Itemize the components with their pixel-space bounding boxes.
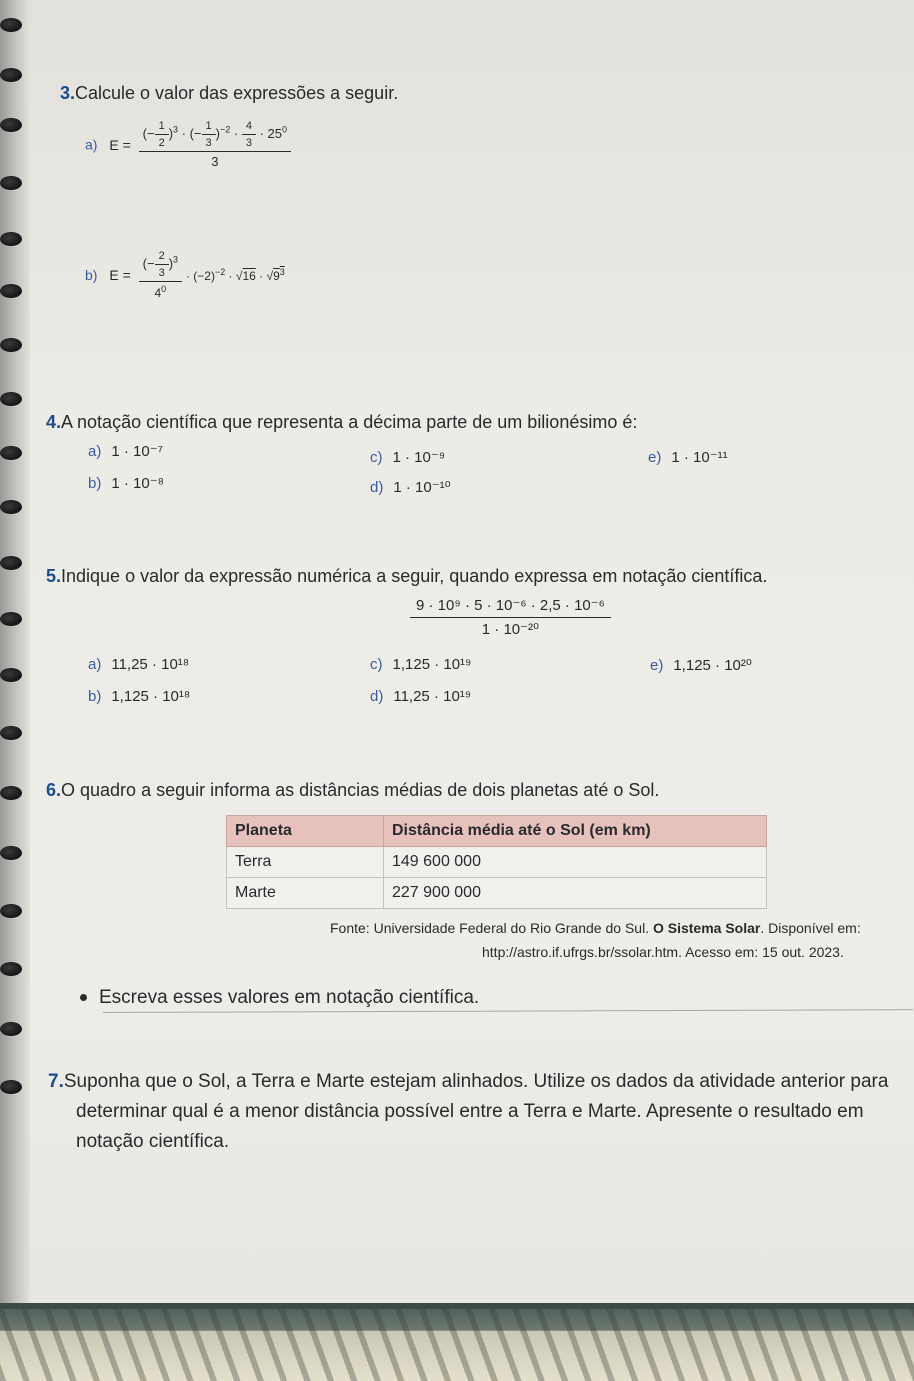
table-cell: Terra	[227, 847, 384, 878]
table-cell: Marte	[227, 878, 384, 909]
option-letter: b)	[88, 475, 102, 492]
binding-ring	[0, 726, 22, 740]
binding-ring	[0, 68, 22, 82]
question-6-title	[46, 780, 659, 801]
expression-lhs: E =	[109, 267, 131, 283]
binding-ring	[0, 284, 22, 298]
bullet-text: Escreva esses valores em notação científica.	[99, 987, 480, 1008]
option-a[interactable]	[88, 442, 163, 460]
option-d[interactable]	[370, 688, 471, 705]
table-cell: 227 900 000	[384, 878, 767, 909]
option-text: 1 · 10⁻¹¹	[671, 449, 728, 466]
question-number: 7.	[48, 1071, 64, 1092]
fraction-denominator: 3	[211, 154, 219, 169]
table-row	[227, 847, 767, 878]
item-letter: b)	[85, 267, 98, 283]
bullet-instruction	[80, 987, 479, 1009]
fraction-denominator: $4^0$	[154, 284, 167, 300]
binding-ring	[0, 668, 22, 682]
option-a[interactable]	[88, 656, 189, 673]
binding-ring	[0, 338, 22, 352]
expression-lhs: E =	[109, 136, 131, 153]
binding-ring	[0, 392, 22, 406]
fraction-numerator: 9 · 10⁹ · 5 · 10⁻⁶ · 2,5 · 10⁻⁶	[410, 596, 611, 618]
table-cell: 149 600 000	[384, 847, 767, 878]
question-number: 3.	[60, 83, 76, 103]
option-e[interactable]	[648, 448, 728, 466]
table-header-row	[227, 816, 767, 847]
binding-ring	[0, 118, 22, 132]
question-number: 5.	[46, 566, 62, 586]
q5-expression	[410, 596, 611, 638]
option-text: 1 · 10⁻⁹	[392, 449, 446, 466]
question-5-title	[46, 566, 767, 587]
bullet-icon	[80, 994, 87, 1001]
option-d[interactable]	[370, 478, 451, 496]
option-text: 1 · 10⁻⁷	[111, 443, 164, 460]
option-letter: d)	[370, 688, 384, 705]
question-number: 4.	[46, 412, 62, 432]
option-b[interactable]	[88, 688, 190, 705]
question-number: 6.	[46, 780, 62, 800]
planets-table	[226, 815, 767, 909]
binding-ring	[0, 1022, 22, 1036]
expression-b	[85, 250, 285, 300]
option-letter: c)	[370, 449, 383, 466]
option-text: 1 · 10⁻¹⁰	[393, 479, 451, 496]
answer-line[interactable]	[103, 1009, 913, 1013]
expression-a	[85, 120, 291, 169]
option-letter: a)	[88, 443, 102, 460]
binding-ring	[0, 500, 22, 514]
page-edge-shadow	[0, 1303, 914, 1309]
question-text: O quadro a seguir informa as distâncias médias de dois planetas até o Sol.	[61, 780, 660, 800]
binding-ring	[0, 612, 22, 626]
option-text: 1 · 10⁻⁸	[111, 475, 164, 492]
option-letter: e)	[650, 657, 664, 674]
option-letter: a)	[88, 656, 102, 673]
binding-ring	[0, 846, 22, 860]
fraction	[139, 120, 291, 169]
source-citation	[330, 920, 861, 936]
option-letter: e)	[648, 449, 662, 466]
option-text: 11,25 · 10¹⁸	[111, 656, 190, 673]
binding-ring	[0, 1080, 22, 1094]
binding-ring	[0, 18, 22, 32]
question-text: Indique o valor da expressão numérica a seguir, quando expressa em notação científica.	[61, 566, 768, 586]
option-letter: d)	[370, 479, 384, 496]
binding-ring	[0, 786, 22, 800]
option-e[interactable]	[650, 656, 752, 674]
source-title: O Sistema Solar	[652, 920, 761, 936]
fraction-denominator: 1 · 10⁻²⁰	[481, 621, 540, 638]
spiral-binding	[0, 0, 30, 1381]
table-header: Distância média até o Sol (em km)	[384, 816, 767, 847]
expression-rest: · $(-2)^{-2} \cdot √16 \cdot √9^3$	[185, 267, 285, 283]
item-letter: a)	[85, 136, 98, 153]
table-row	[227, 878, 767, 909]
fraction-numerator: (− $\frac{1}{2}$ )$^3$ · (− $\frac{1}{3}$ )$^{-2}$ · $\frac{4}{3}$ · $25^0$	[139, 120, 291, 152]
binding-ring	[0, 176, 22, 190]
fraction-numerator: (− $\frac{2}{3}$ )$^3$	[139, 250, 182, 282]
source-text: . Disponível em:	[760, 920, 861, 936]
question-7	[48, 1067, 906, 1157]
binding-ring	[0, 962, 22, 976]
option-letter: b)	[88, 688, 102, 705]
option-text: 1,125 · 10²⁰	[673, 657, 752, 674]
question-text: A notação científica que representa a décima parte de um bilionésimo é:	[61, 412, 638, 432]
option-c[interactable]	[370, 448, 445, 466]
binding-ring	[0, 232, 22, 246]
source-text: Fonte: Universidade Federal do Rio Grande do Sul.	[330, 920, 653, 936]
fraction	[410, 596, 611, 638]
option-letter: c)	[370, 656, 383, 673]
tablecloth-background	[0, 1303, 914, 1381]
question-text: Calcule o valor das expressões a seguir.	[75, 83, 399, 103]
question-4-title	[46, 412, 637, 433]
source-url: http://astro.if.ufrgs.br/ssolar.htm. Acesso em: 15 out. 2023.	[482, 944, 844, 960]
table-header: Planeta	[227, 816, 384, 847]
question-text: Suponha que o Sol, a Terra e Marte estejam alinhados. Utilize os dados da atividade anterior para determinar qual é a menor distância possível entre a Terra e Marte. Apresente o resultado em notação científica.	[63, 1071, 889, 1152]
option-text: 1,125 · 10¹⁸	[111, 688, 191, 705]
option-b[interactable]	[88, 474, 164, 492]
option-c[interactable]	[370, 656, 471, 673]
binding-ring	[0, 904, 22, 918]
binding-ring	[0, 446, 22, 460]
option-text: 1,125 · 10¹⁹	[392, 656, 472, 673]
binding-ring	[0, 556, 22, 570]
fraction	[139, 250, 182, 300]
question-3-title	[60, 83, 398, 104]
option-text: 11,25 · 10¹⁹	[393, 688, 472, 705]
